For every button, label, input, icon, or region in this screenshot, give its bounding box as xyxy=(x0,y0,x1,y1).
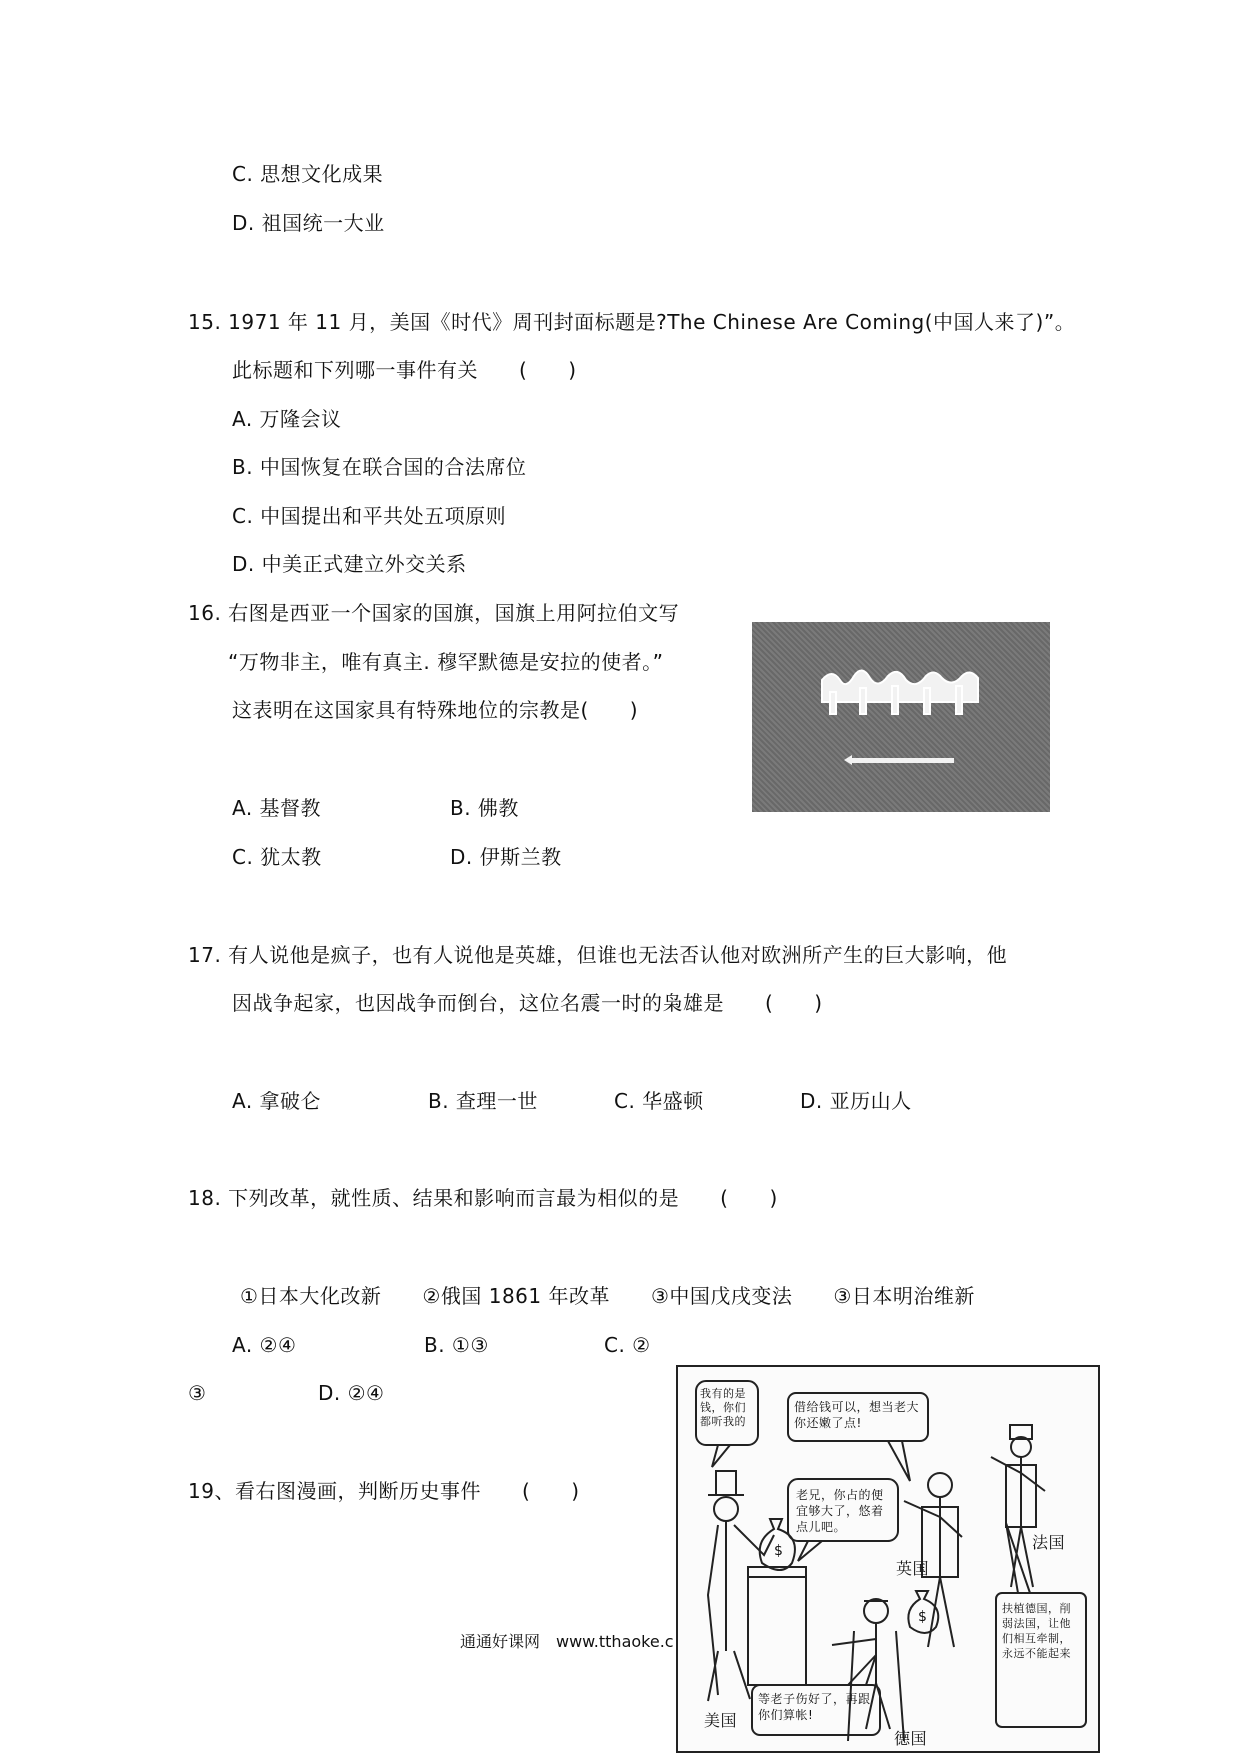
q16-option-a: A. 基督教 xyxy=(232,796,322,820)
q17-stem-line1: 17. 有人说他是疯子，也有人说他是英雄，但谁也无法否认他对欧洲所产生的巨大影响，他 xyxy=(188,943,1008,967)
cartoon-label-us: 美国 xyxy=(704,1711,738,1730)
q16-stem-line2: “万物非主，唯有真主. 穆罕默德是安拉的使者。” xyxy=(228,650,664,674)
q18-option-d: D. ②④ xyxy=(318,1381,385,1405)
cartoon-bubble-us: 我有的是钱，你们都听我的 xyxy=(700,1387,746,1428)
q18-option-b: B. ①③ xyxy=(424,1333,489,1357)
flag-inscription-icon xyxy=(752,622,1050,812)
cartoon-label-de: 德国 xyxy=(894,1729,928,1748)
q16-stem-line3: 这表明在这国家具有特殊地位的宗教是( ) xyxy=(232,698,639,722)
cartoon-bubble-france: 扶植德国，削弱法国，让他们相互牵制，永远不能起来 xyxy=(1002,1602,1071,1660)
q17-option-d: D. 亚历山人 xyxy=(800,1089,912,1113)
q14-option-d: D. 祖国统一大业 xyxy=(232,211,385,235)
q18-stem: 18. 下列改革，就性质、结果和影响而言最为相似的是 ( ) xyxy=(188,1186,778,1210)
q15-option-d: D. 中美正式建立外交关系 xyxy=(232,552,467,576)
cartoon-bubble-uk: 借给钱可以，想当老大你还嫩了点! xyxy=(794,1400,920,1430)
cartoon-bubble-france-to-us: 老兄，你占的便宜够大了，悠着点儿吧。 xyxy=(796,1488,884,1534)
political-cartoon xyxy=(676,1365,1100,1753)
q18-option-c-cont: ③ xyxy=(188,1381,207,1405)
dollar-sign-icon-2: $ xyxy=(918,1609,928,1625)
q18-option-c: C. ② xyxy=(604,1333,651,1357)
q19-stem: 19、看右图漫画，判断历史事件 ( ) xyxy=(188,1479,580,1503)
cartoon-bubble-germany: 等老子伤好了，再跟你们算帐! xyxy=(758,1692,871,1722)
q15-option-b: B. 中国恢复在联合国的合法席位 xyxy=(232,455,527,479)
dollar-sign-icon: $ xyxy=(774,1543,784,1559)
q18-items: ①日本大化改新 ②俄国 1861 年改革 ③中国戊戌变法 ③日本明治维新 xyxy=(240,1284,975,1308)
q15-stem-line2: 此标题和下列哪一事件有关 ( ) xyxy=(232,358,577,382)
cartoon-label-fr: 法国 xyxy=(1032,1533,1066,1552)
q17-option-a: A. 拿破仑 xyxy=(232,1089,322,1113)
q17-option-c: C. 华盛顿 xyxy=(614,1089,704,1113)
q16-option-b: B. 佛教 xyxy=(450,796,519,820)
q17-stem-line2: 因战争起家，也因战争而倒台，这位名震一时的枭雄是 ( ) xyxy=(232,991,823,1015)
q15-option-a: A. 万隆会议 xyxy=(232,407,342,431)
cartoon-label-uk: 英国 xyxy=(896,1559,930,1578)
saudi-flag-image xyxy=(752,622,1050,812)
q15-stem-line1: 15. 1971 年 11 月，美国《时代》周刊封面标题是?The Chinese Are Coming(中国人来了)”。 xyxy=(188,310,1076,334)
q16-option-d: D. 伊斯兰教 xyxy=(450,845,562,869)
footer-watermark: 通通好课网 www.tthaoke.c xyxy=(460,1632,674,1651)
q18-option-a: A. ②④ xyxy=(232,1333,297,1357)
q17-option-b: B. 查理一世 xyxy=(428,1089,538,1113)
q14-option-c: C. 思想文化成果 xyxy=(232,162,384,186)
q16-stem-line1: 16. 右图是西亚一个国家的国旗，国旗上用阿拉伯文写 xyxy=(188,601,680,625)
q16-option-c: C. 犹太教 xyxy=(232,845,322,869)
q15-option-c: C. 中国提出和平共处五项原则 xyxy=(232,504,507,528)
